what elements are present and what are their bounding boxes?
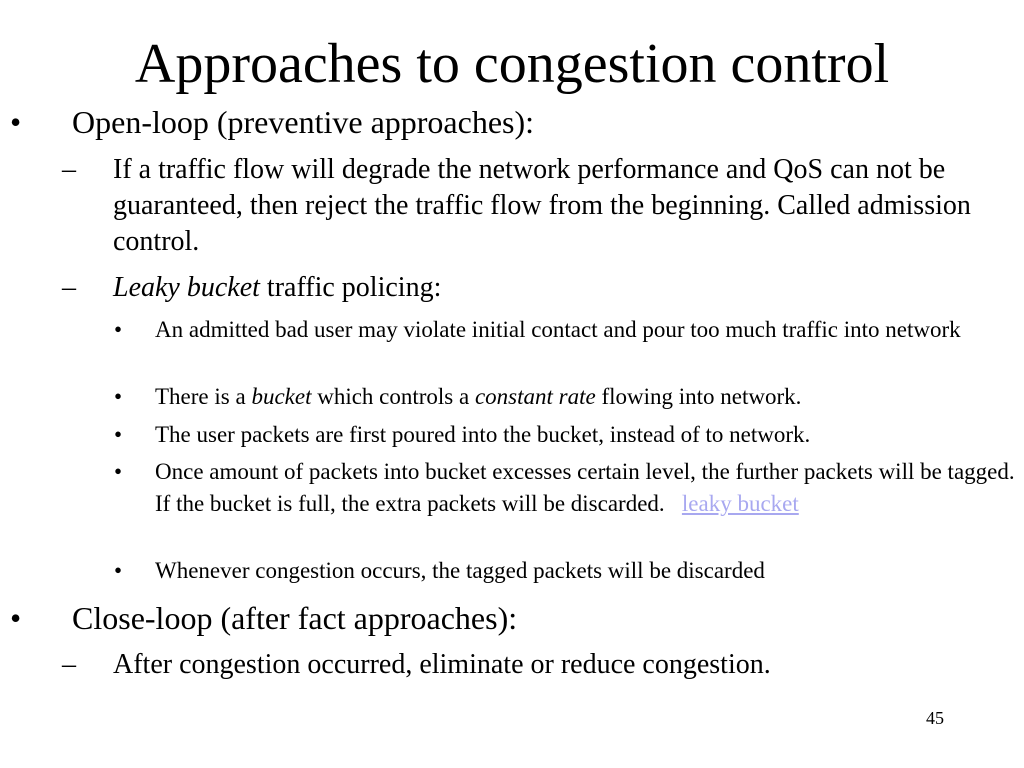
text-part: which controls a [311, 384, 475, 409]
bullet-text: Open-loop (preventive approaches): [72, 104, 535, 140]
list-item-text [155, 381, 1015, 413]
text-part: Once amount of packets into bucket excesses certain level, the further packets will be tagged. If the bucket is full, the extra packets will be discarded. [155, 459, 1015, 516]
leaky-bucket-link[interactable]: leaky bucket [681, 491, 799, 516]
text-part: flowing into network. [595, 384, 802, 409]
dash-marker: – [62, 272, 76, 303]
italic-term: bucket [251, 384, 312, 409]
subbullet-text: After congestion occurred, eliminate or reduce congestion. [113, 649, 771, 680]
subbullet-text: If a traffic flow will degrade the network performance and QoS can not be guaranteed, then reject the traffic flow from the beginning. Called admission control. [113, 154, 971, 257]
bullet-text: Close-loop (after fact approaches): [72, 600, 518, 636]
subbullet-text-rest: traffic policing: [259, 272, 442, 303]
italic-term: Leaky bucket [113, 272, 260, 303]
text-part: There is a [155, 384, 252, 409]
italic-term: constant rate [474, 384, 596, 409]
bullet-marker: • [10, 104, 22, 140]
bullet-marker: • [114, 317, 123, 342]
dash-marker: – [62, 154, 76, 185]
dash-marker: – [62, 649, 76, 680]
slide-title: Approaches to congestion control [134, 33, 890, 95]
list-item-text: Whenever congestion occurs, the tagged packets will be discarded [155, 558, 765, 583]
list-item-text [155, 456, 1015, 520]
bullet-marker: • [114, 558, 123, 583]
subbullet-text [113, 270, 1013, 306]
bullet-marker: • [114, 384, 123, 409]
bullet-marker: • [10, 600, 22, 636]
bullet-marker: • [114, 459, 123, 484]
page-number: 45 [926, 708, 944, 728]
list-item-text: An admitted bad user may violate initial contact and pour too much traffic into network [155, 317, 961, 342]
bullet-marker: • [114, 422, 123, 447]
list-item-text: The user packets are first poured into the bucket, instead of to network. [155, 422, 811, 447]
